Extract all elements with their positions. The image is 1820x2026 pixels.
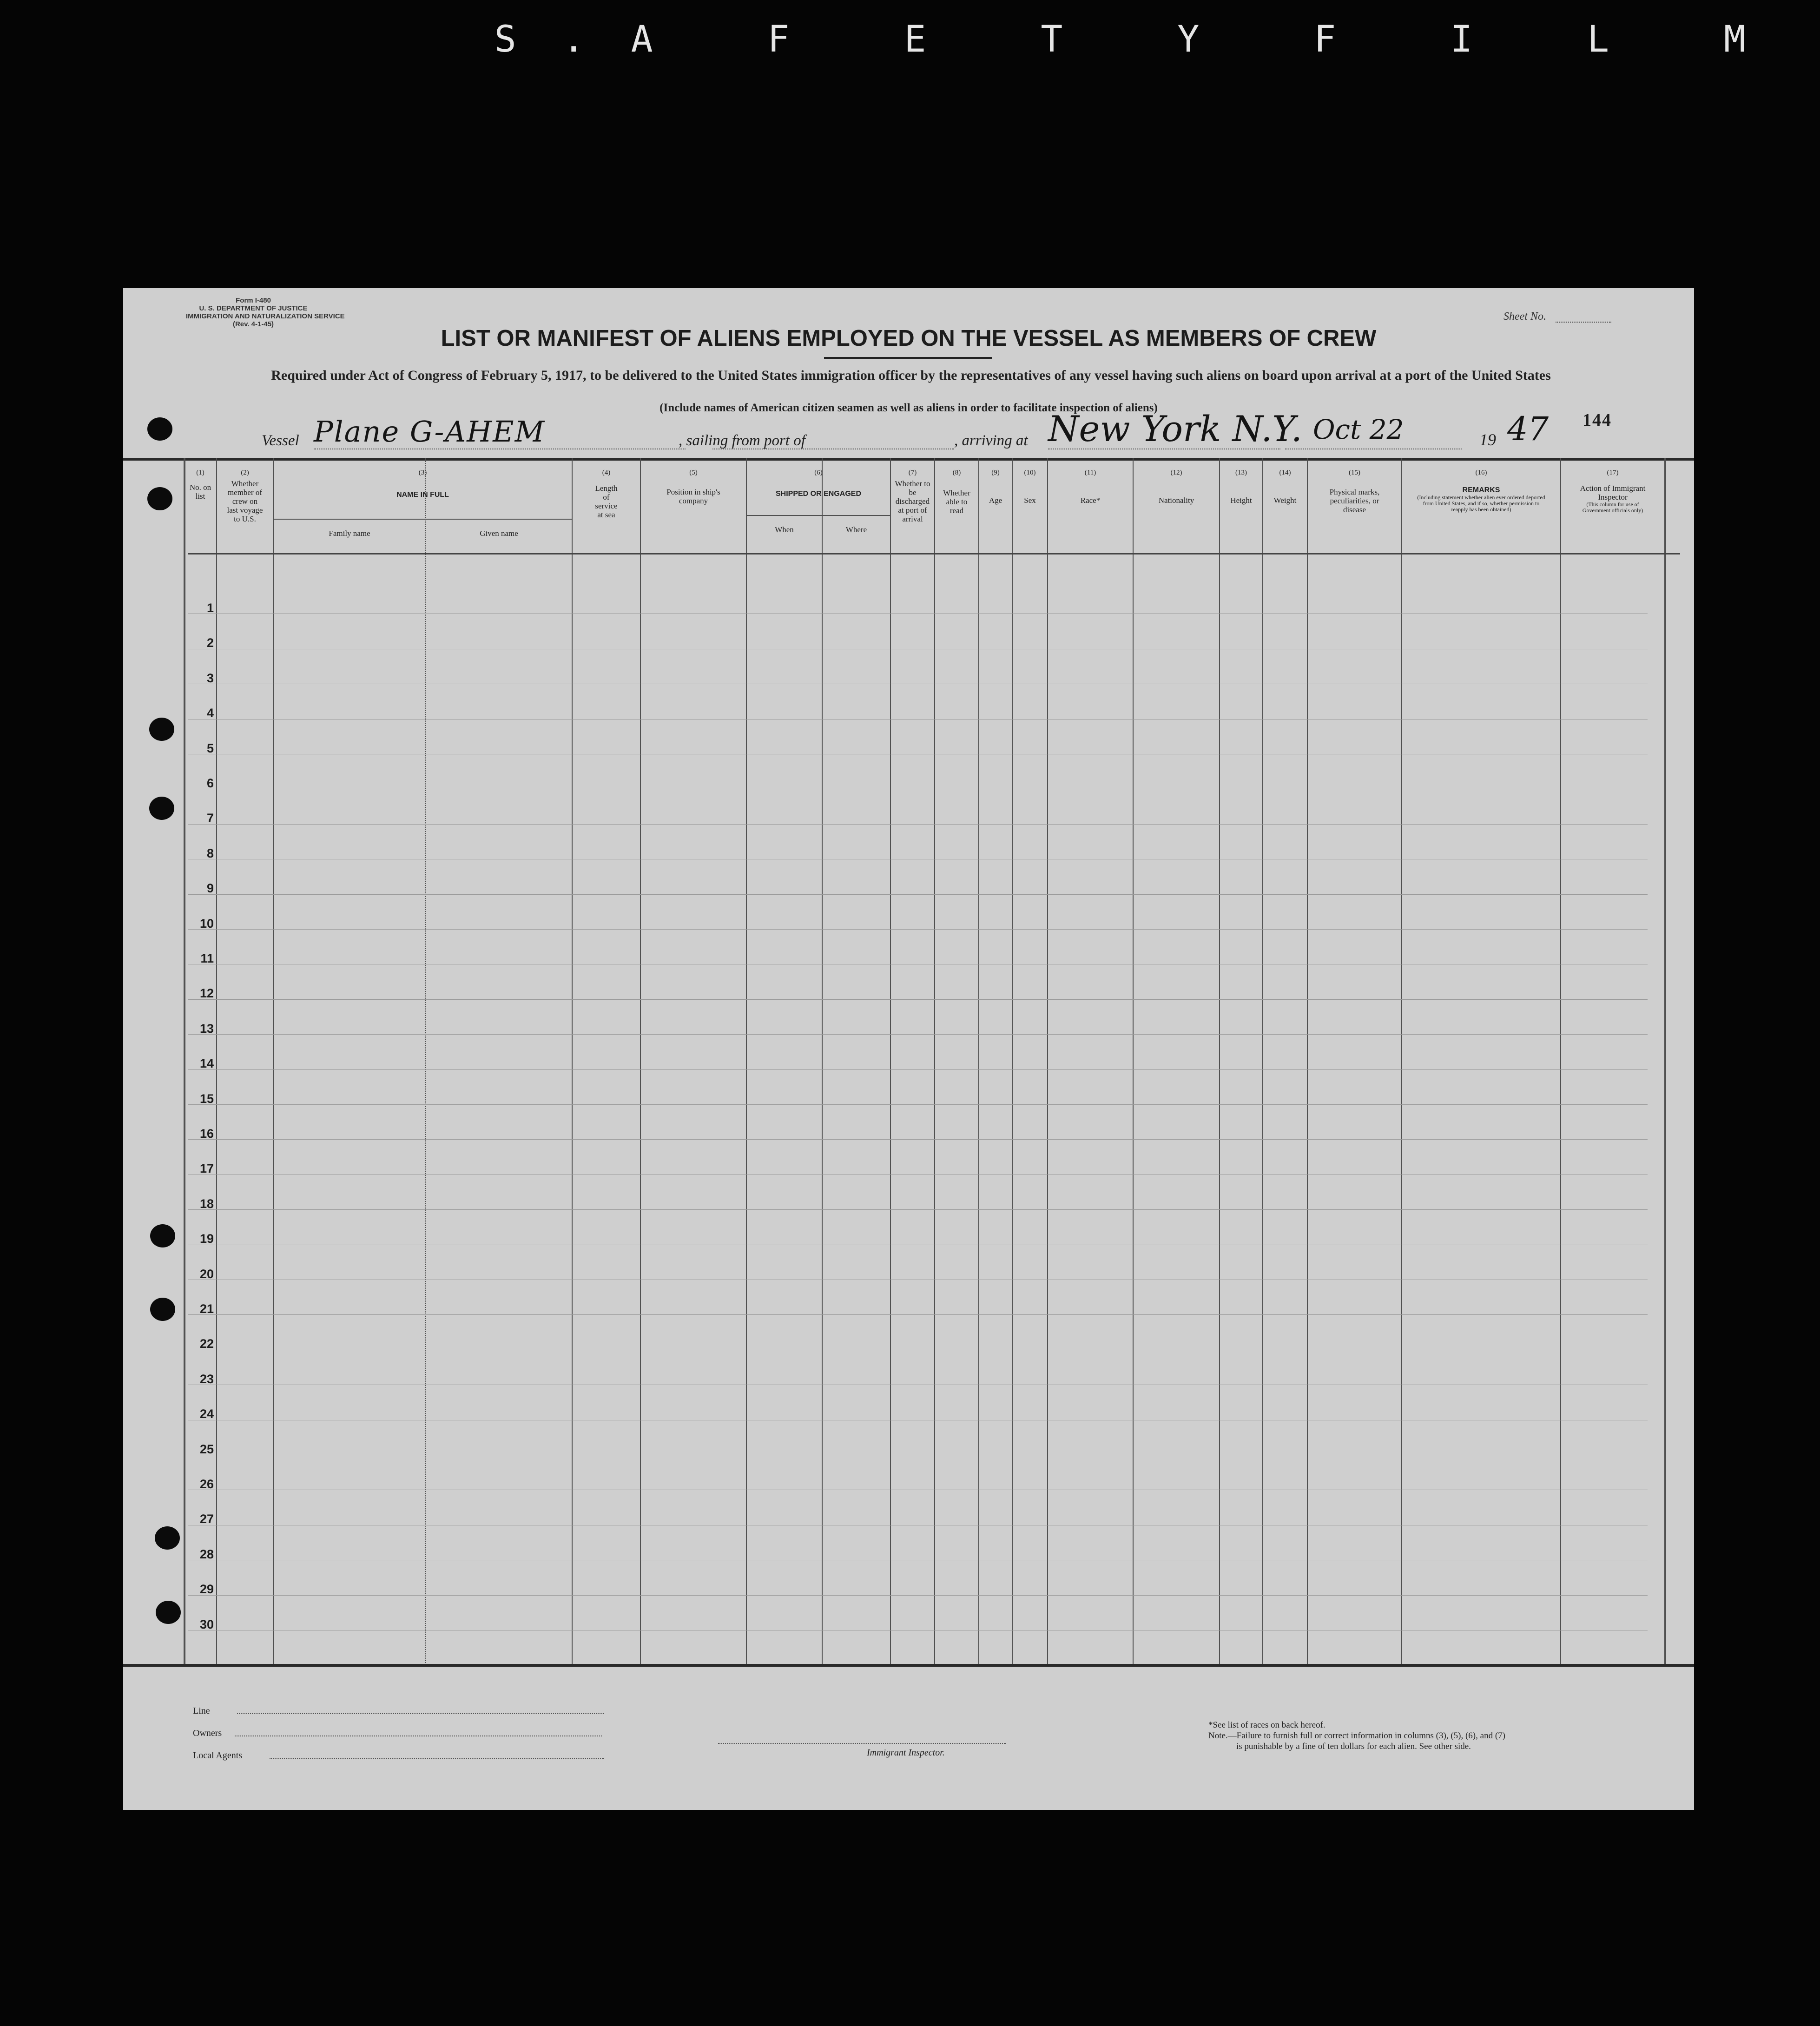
col14-header: (14) Weight — [1273, 469, 1297, 505]
line-field — [193, 1706, 242, 1728]
penalty-note-2: is punishable by a fine of ten dollars for each alien. See other side. — [1236, 1742, 1471, 1751]
row-number: 16 — [199, 1127, 214, 1141]
table-row — [188, 754, 1648, 789]
row-number: 26 — [199, 1477, 214, 1491]
col16-header: (16) REMARKS (Including statement whether alien ever ordered deported from United States, and if so, whether permission to reapply has been obtained) — [1417, 469, 1545, 513]
column-rule — [184, 458, 185, 1666]
table-row — [188, 789, 1648, 824]
punch-hole — [150, 1298, 175, 1321]
row-number: 30 — [199, 1617, 214, 1631]
row-number: 3 — [206, 671, 214, 685]
punch-hole — [147, 487, 172, 510]
col7-header: (7) Whether to be discharged at port of arrival — [895, 469, 930, 523]
table-row — [188, 1209, 1648, 1245]
name-subheader-rule — [273, 519, 572, 520]
vessel-name-handwritten: Plane G-AHEM — [314, 415, 546, 449]
col1-header: (1) No. on list — [189, 469, 211, 501]
punch-hole — [149, 718, 174, 741]
table-row — [188, 894, 1648, 930]
col3-given-header: Given name — [480, 529, 518, 538]
table-row — [188, 1245, 1648, 1280]
row-number: 2 — [206, 636, 214, 650]
table-row — [188, 1034, 1648, 1069]
table-row — [188, 614, 1648, 649]
punch-hole — [155, 1526, 180, 1550]
table-row — [188, 1104, 1648, 1140]
col3-header: (3) NAME IN FULL — [396, 469, 449, 499]
signature-block — [193, 1706, 242, 1773]
row-number: 28 — [199, 1547, 214, 1561]
row-number: 23 — [199, 1372, 214, 1386]
arriving-at-label: , arriving at — [954, 432, 1028, 449]
col12-header: (12) Nationality — [1158, 469, 1194, 505]
column-header-rule — [188, 553, 1680, 554]
col6-where-header: Where — [845, 525, 867, 534]
inspector-signature-line — [718, 1743, 1006, 1744]
row-number: 17 — [199, 1161, 214, 1176]
shipped-subheader-rule — [746, 515, 890, 516]
sheet-number-label: Sheet No. — [1503, 310, 1546, 323]
row-number: 13 — [199, 1021, 214, 1036]
sheet-number-field — [1556, 322, 1611, 323]
punch-hole — [150, 1224, 175, 1247]
row-number: 25 — [199, 1442, 214, 1456]
owners-field — [193, 1728, 242, 1750]
col9-header: (9) Age — [989, 469, 1002, 505]
row-number: 12 — [199, 986, 214, 1001]
arrival-port-handwritten: New York N.Y. — [1048, 408, 1302, 449]
punch-hole — [149, 797, 174, 820]
form-identifier — [186, 297, 345, 328]
year-handwritten: 47 — [1507, 410, 1549, 448]
table-row — [188, 1175, 1648, 1210]
table-row — [188, 1350, 1648, 1385]
penalty-note-1: Note.—Failure to furnish full or correct information in columns (3), (5), (6), and (7) — [1208, 1731, 1505, 1741]
column-rule — [1664, 458, 1666, 1666]
manifest-title: LIST OR MANIFEST OF ALIENS EMPLOYED ON THE VESSEL AS MEMBERS OF CREW — [441, 326, 1377, 351]
col17-header: (17) Action of Immigrant Inspector (This column for use of Government officials only) — [1580, 469, 1646, 514]
row-number: 7 — [206, 811, 214, 825]
row-number: 20 — [199, 1267, 214, 1281]
line-dotted — [237, 1713, 604, 1714]
col13-header: (13) Height — [1230, 469, 1252, 505]
stamped-page-number: 144 — [1583, 410, 1612, 430]
local-agents-label: Local Agents — [193, 1750, 243, 1761]
shipped-when-where-rule — [822, 515, 823, 553]
col6-header: (6) SHIPPED OR ENGAGED — [775, 469, 862, 498]
statute-notice: Required under Act of Congress of February 5, 1917, to be delivered to the United States immigration officer by the representatives of any vessel having such aliens on board upon arrival at a port of the United States — [271, 368, 1551, 383]
table-row — [188, 1069, 1648, 1105]
row-number: 27 — [199, 1512, 214, 1526]
table-row — [188, 999, 1648, 1035]
col8-header: (8) Whether able to read — [943, 469, 970, 515]
col10-header: (10) Sex — [1024, 469, 1036, 505]
table-row — [188, 1595, 1648, 1630]
row-number: 1 — [206, 601, 214, 615]
table-row — [188, 579, 1648, 614]
table-row — [188, 824, 1648, 859]
row-number: 22 — [199, 1337, 214, 1351]
manifest-sheet — [123, 288, 1694, 1810]
agents-dotted — [270, 1758, 604, 1759]
owners-label: Owners — [193, 1728, 222, 1738]
col15-header: (15) Physical marks, peculiarities, or disease — [1329, 469, 1380, 514]
table-row — [188, 1455, 1648, 1490]
table-row — [188, 1420, 1648, 1455]
table-row — [188, 1560, 1648, 1595]
row-number: 29 — [199, 1582, 214, 1597]
row-number: 8 — [206, 846, 214, 860]
col6-when-header: When — [775, 525, 794, 534]
table-row — [188, 929, 1648, 964]
row-number: 14 — [199, 1056, 214, 1071]
col2-header: (2) Whether member of crew on last voyage to U.S. — [227, 469, 263, 523]
sailing-from-label: , sailing from port of — [679, 432, 805, 449]
col3-family-header: Family name — [329, 529, 370, 538]
footer-notes — [1208, 1720, 1505, 1752]
row-number: 19 — [199, 1232, 214, 1246]
row-number: 6 — [206, 776, 214, 790]
punch-hole — [156, 1601, 181, 1624]
service-name: IMMIGRATION AND NATURALIZATION SERVICE — [186, 312, 345, 320]
form-revision: (Rev. 4-1-45) — [232, 320, 274, 328]
line-label: Line — [193, 1706, 210, 1716]
table-row — [188, 1490, 1648, 1525]
table-row — [188, 1525, 1648, 1560]
row-number: 5 — [206, 741, 214, 755]
col4-header: (4) Length of service at sea — [595, 469, 618, 519]
col11-header: (11) Race* — [1080, 469, 1101, 505]
safety-film-banner: S.A F E T Y F I L M — [494, 19, 1792, 60]
inspector-label: Immigrant Inspector. — [867, 1748, 945, 1758]
arrival-date-handwritten: Oct 22 — [1313, 414, 1404, 445]
punch-hole — [147, 417, 172, 441]
table-row — [188, 859, 1648, 894]
include-note: (Include names of American citizen seamen as well as aliens in order to facilitate inspection of aliens) — [659, 402, 1158, 414]
row-number: 11 — [200, 951, 214, 965]
form-number: Form I-480 — [236, 297, 271, 304]
row-number: 4 — [206, 706, 214, 720]
table-row — [188, 964, 1648, 999]
table-row — [188, 719, 1648, 754]
row-number: 15 — [199, 1091, 214, 1106]
table-top-rule — [123, 458, 1694, 461]
table-row — [188, 1314, 1648, 1350]
row-number: 9 — [206, 881, 214, 896]
table-row — [188, 1385, 1648, 1420]
col5-header: (5) Position in ship's company — [666, 469, 720, 505]
table-bottom-rule — [123, 1664, 1694, 1667]
row-number: 24 — [199, 1407, 214, 1421]
local-agents-field — [193, 1750, 242, 1773]
table-row — [188, 684, 1648, 719]
row-number: 10 — [199, 916, 214, 931]
vessel-label: Vessel — [262, 432, 299, 449]
race-note: *See list of races on back hereof. — [1208, 1720, 1325, 1730]
department-name: U. S. DEPARTMENT OF JUSTICE — [199, 304, 308, 312]
table-row — [188, 1280, 1648, 1315]
table-row — [188, 649, 1648, 684]
title-rule — [824, 357, 992, 359]
row-number: 18 — [199, 1196, 214, 1211]
row-number: 21 — [199, 1302, 214, 1316]
table-row — [188, 1139, 1648, 1175]
year-prefix: 19 — [1479, 430, 1496, 449]
